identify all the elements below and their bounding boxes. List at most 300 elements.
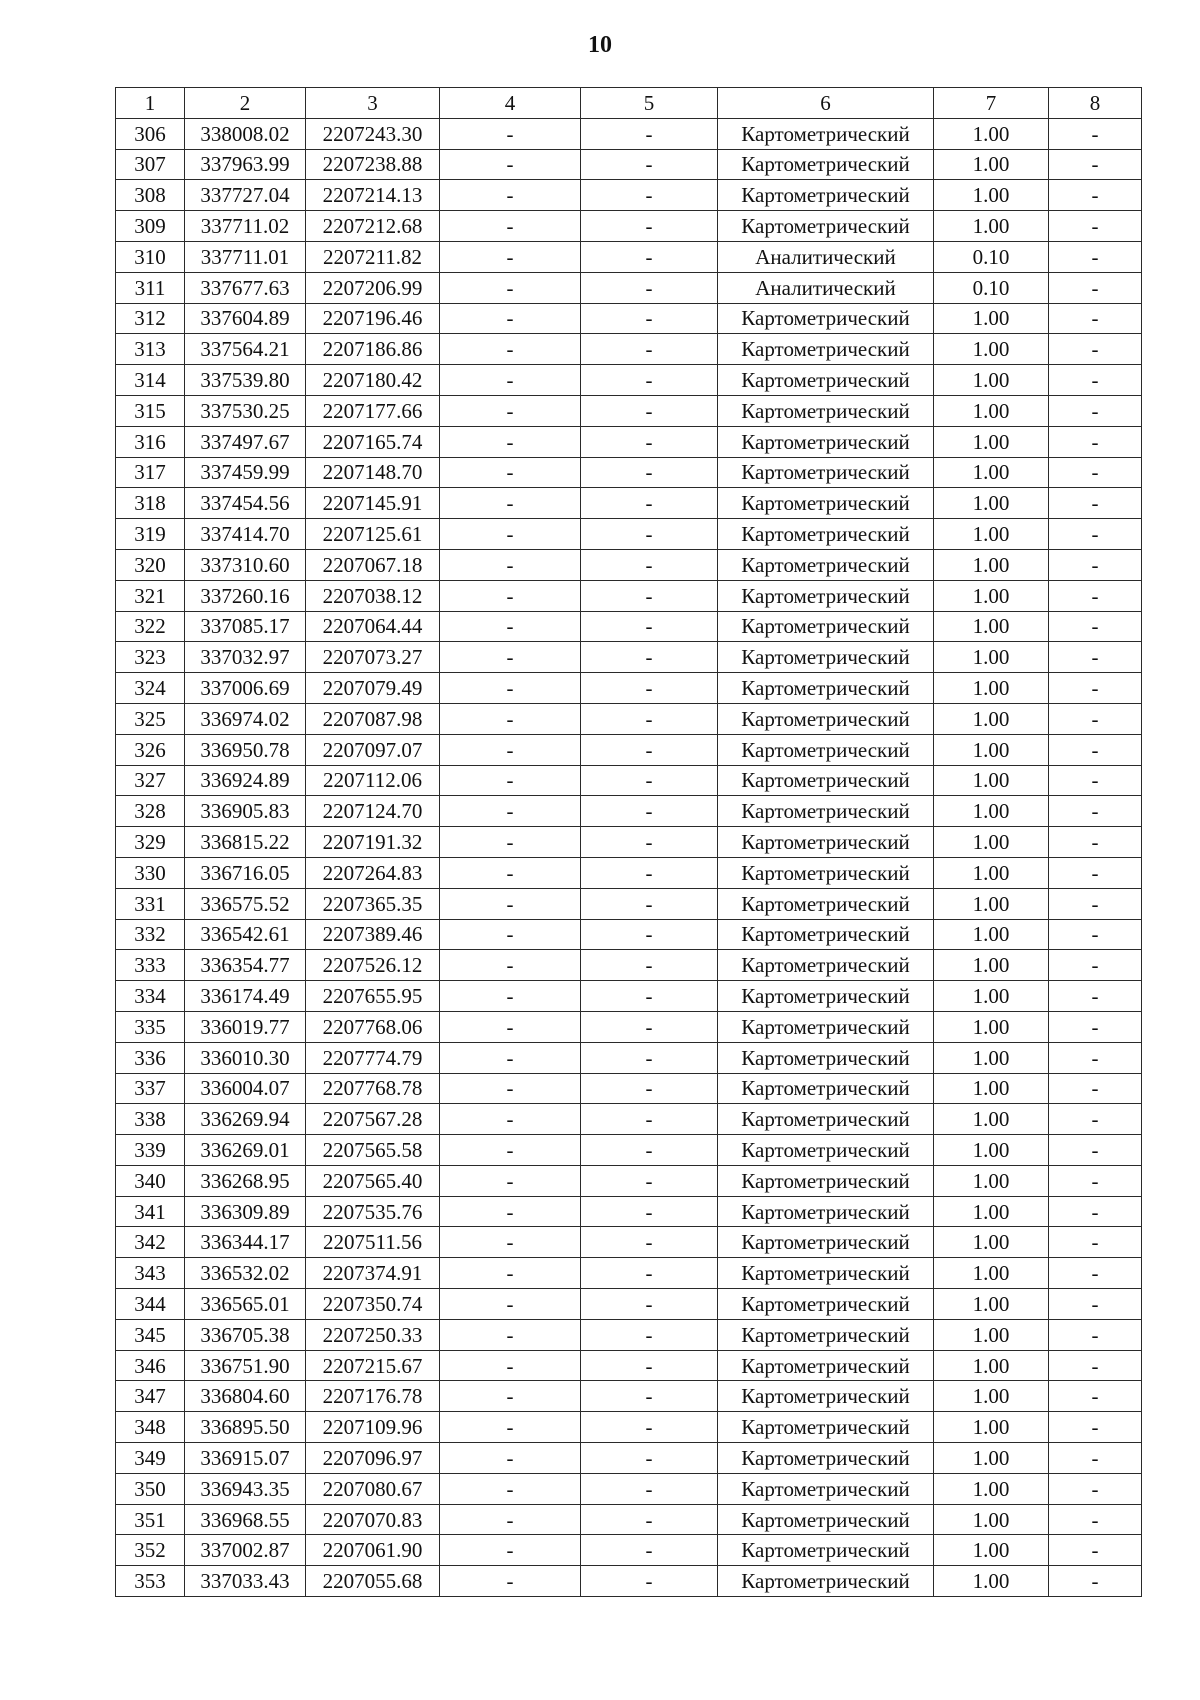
col5-cell: - <box>581 827 718 858</box>
table-row <box>116 457 1142 488</box>
precision-cell: 1.00 <box>934 827 1049 858</box>
col4-cell: - <box>440 365 581 396</box>
table-row <box>116 919 1142 950</box>
point-number-cell: 307 <box>116 149 185 180</box>
x-coordinate-cell: 336815.22 <box>185 827 306 858</box>
col5-cell: - <box>581 457 718 488</box>
point-number-cell: 328 <box>116 796 185 827</box>
method-cell: Картометрический <box>718 1504 934 1535</box>
x-coordinate-cell: 336542.61 <box>185 919 306 950</box>
col8-cell: - <box>1049 673 1142 704</box>
col8-cell: - <box>1049 488 1142 519</box>
precision-cell: 1.00 <box>934 149 1049 180</box>
method-cell: Картометрический <box>718 365 934 396</box>
precision-cell: 1.00 <box>934 1319 1049 1350</box>
y-coordinate-cell: 2207768.78 <box>306 1073 440 1104</box>
col5-cell: - <box>581 1412 718 1443</box>
method-cell: Картометрический <box>718 950 934 981</box>
point-number-cell: 325 <box>116 703 185 734</box>
point-number-cell: 316 <box>116 426 185 457</box>
col8-cell: - <box>1049 611 1142 642</box>
precision-cell: 1.00 <box>934 580 1049 611</box>
x-coordinate-cell: 337604.89 <box>185 303 306 334</box>
y-coordinate-cell: 2207079.49 <box>306 673 440 704</box>
header-cell: 7 <box>934 88 1049 119</box>
method-cell: Аналитический <box>718 241 934 272</box>
col5-cell: - <box>581 1073 718 1104</box>
method-cell: Картометрический <box>718 549 934 580</box>
x-coordinate-cell: 337085.17 <box>185 611 306 642</box>
col8-cell: - <box>1049 180 1142 211</box>
precision-cell: 1.00 <box>934 1104 1049 1135</box>
precision-cell: 1.00 <box>934 549 1049 580</box>
col8-cell: - <box>1049 919 1142 950</box>
point-number-cell: 334 <box>116 981 185 1012</box>
col5-cell: - <box>581 1258 718 1289</box>
col8-cell: - <box>1049 1319 1142 1350</box>
x-coordinate-cell: 337963.99 <box>185 149 306 180</box>
col8-cell: - <box>1049 395 1142 426</box>
col8-cell: - <box>1049 827 1142 858</box>
col8-cell: - <box>1049 765 1142 796</box>
col5-cell: - <box>581 180 718 211</box>
x-coordinate-cell: 338008.02 <box>185 118 306 149</box>
col5-cell: - <box>581 149 718 180</box>
col8-cell: - <box>1049 1566 1142 1597</box>
y-coordinate-cell: 2207211.82 <box>306 241 440 272</box>
y-coordinate-cell: 2207350.74 <box>306 1289 440 1320</box>
table-row <box>116 765 1142 796</box>
point-number-cell: 352 <box>116 1535 185 1566</box>
method-cell: Картометрический <box>718 1011 934 1042</box>
point-number-cell: 351 <box>116 1504 185 1535</box>
col5-cell: - <box>581 888 718 919</box>
col4-cell: - <box>440 1227 581 1258</box>
y-coordinate-cell: 2207097.07 <box>306 734 440 765</box>
col4-cell: - <box>440 334 581 365</box>
col5-cell: - <box>581 303 718 334</box>
col4-cell: - <box>440 519 581 550</box>
x-coordinate-cell: 337530.25 <box>185 395 306 426</box>
y-coordinate-cell: 2207124.70 <box>306 796 440 827</box>
precision-cell: 1.00 <box>934 118 1049 149</box>
precision-cell: 1.00 <box>934 488 1049 519</box>
col5-cell: - <box>581 796 718 827</box>
col8-cell: - <box>1049 1011 1142 1042</box>
method-cell: Картометрический <box>718 1135 934 1166</box>
x-coordinate-cell: 336532.02 <box>185 1258 306 1289</box>
precision-cell: 1.00 <box>934 1196 1049 1227</box>
col8-cell: - <box>1049 981 1142 1012</box>
col4-cell: - <box>440 149 581 180</box>
col5-cell: - <box>581 703 718 734</box>
col8-cell: - <box>1049 1258 1142 1289</box>
x-coordinate-cell: 337260.16 <box>185 580 306 611</box>
col5-cell: - <box>581 272 718 303</box>
x-coordinate-cell: 336943.35 <box>185 1473 306 1504</box>
x-coordinate-cell: 336019.77 <box>185 1011 306 1042</box>
method-cell: Картометрический <box>718 580 934 611</box>
col8-cell: - <box>1049 1165 1142 1196</box>
method-cell: Картометрический <box>718 1381 934 1412</box>
x-coordinate-cell: 336968.55 <box>185 1504 306 1535</box>
header-cell: 1 <box>116 88 185 119</box>
method-cell: Картометрический <box>718 1535 934 1566</box>
col4-cell: - <box>440 888 581 919</box>
x-coordinate-cell: 336565.01 <box>185 1289 306 1320</box>
point-number-cell: 350 <box>116 1473 185 1504</box>
table-row <box>116 1412 1142 1443</box>
y-coordinate-cell: 2207250.33 <box>306 1319 440 1350</box>
col4-cell: - <box>440 1196 581 1227</box>
table-row <box>116 950 1142 981</box>
col4-cell: - <box>440 1535 581 1566</box>
table-body <box>116 118 1142 1596</box>
x-coordinate-cell: 337454.56 <box>185 488 306 519</box>
point-number-cell: 323 <box>116 642 185 673</box>
precision-cell: 1.00 <box>934 180 1049 211</box>
col4-cell: - <box>440 703 581 734</box>
col4-cell: - <box>440 1073 581 1104</box>
y-coordinate-cell: 2207774.79 <box>306 1042 440 1073</box>
precision-cell: 1.00 <box>934 950 1049 981</box>
y-coordinate-cell: 2207061.90 <box>306 1535 440 1566</box>
y-coordinate-cell: 2207087.98 <box>306 703 440 734</box>
y-coordinate-cell: 2207264.83 <box>306 857 440 888</box>
x-coordinate-cell: 337564.21 <box>185 334 306 365</box>
col8-cell: - <box>1049 1227 1142 1258</box>
col5-cell: - <box>581 734 718 765</box>
table-row <box>116 180 1142 211</box>
method-cell: Картометрический <box>718 457 934 488</box>
col4-cell: - <box>440 1566 581 1597</box>
col5-cell: - <box>581 1165 718 1196</box>
col8-cell: - <box>1049 642 1142 673</box>
col4-cell: - <box>440 1042 581 1073</box>
x-coordinate-cell: 336716.05 <box>185 857 306 888</box>
col4-cell: - <box>440 734 581 765</box>
method-cell: Картометрический <box>718 1227 934 1258</box>
header-cell: 3 <box>306 88 440 119</box>
y-coordinate-cell: 2207186.86 <box>306 334 440 365</box>
method-cell: Картометрический <box>718 611 934 642</box>
point-number-cell: 315 <box>116 395 185 426</box>
col4-cell: - <box>440 211 581 242</box>
col5-cell: - <box>581 395 718 426</box>
precision-cell: 1.00 <box>934 734 1049 765</box>
precision-cell: 1.00 <box>934 1073 1049 1104</box>
x-coordinate-cell: 337033.43 <box>185 1566 306 1597</box>
y-coordinate-cell: 2207038.12 <box>306 580 440 611</box>
precision-cell: 1.00 <box>934 919 1049 950</box>
point-number-cell: 324 <box>116 673 185 704</box>
y-coordinate-cell: 2207148.70 <box>306 457 440 488</box>
point-number-cell: 349 <box>116 1443 185 1474</box>
precision-cell: 1.00 <box>934 1042 1049 1073</box>
x-coordinate-cell: 336354.77 <box>185 950 306 981</box>
table-row <box>116 1104 1142 1135</box>
table-row <box>116 1135 1142 1166</box>
table-row <box>116 580 1142 611</box>
table-row <box>116 395 1142 426</box>
col4-cell: - <box>440 1504 581 1535</box>
point-number-cell: 312 <box>116 303 185 334</box>
col8-cell: - <box>1049 303 1142 334</box>
precision-cell: 1.00 <box>934 1504 1049 1535</box>
x-coordinate-cell: 336575.52 <box>185 888 306 919</box>
point-number-cell: 314 <box>116 365 185 396</box>
precision-cell: 1.00 <box>934 426 1049 457</box>
col8-cell: - <box>1049 1412 1142 1443</box>
precision-cell: 1.00 <box>934 1443 1049 1474</box>
table-row <box>116 1289 1142 1320</box>
col5-cell: - <box>581 1535 718 1566</box>
precision-cell: 1.00 <box>934 1566 1049 1597</box>
col5-cell: - <box>581 1473 718 1504</box>
table-row <box>116 642 1142 673</box>
precision-cell: 1.00 <box>934 1135 1049 1166</box>
method-cell: Картометрический <box>718 981 934 1012</box>
col4-cell: - <box>440 1258 581 1289</box>
col5-cell: - <box>581 1381 718 1412</box>
point-number-cell: 319 <box>116 519 185 550</box>
point-number-cell: 329 <box>116 827 185 858</box>
table-row <box>116 734 1142 765</box>
point-number-cell: 306 <box>116 118 185 149</box>
method-cell: Картометрический <box>718 796 934 827</box>
col4-cell: - <box>440 796 581 827</box>
precision-cell: 1.00 <box>934 1165 1049 1196</box>
x-coordinate-cell: 336010.30 <box>185 1042 306 1073</box>
table-row <box>116 272 1142 303</box>
table-row <box>116 673 1142 704</box>
precision-cell: 1.00 <box>934 1350 1049 1381</box>
coordinates-table <box>115 87 1142 1597</box>
y-coordinate-cell: 2207064.44 <box>306 611 440 642</box>
method-cell: Картометрический <box>718 888 934 919</box>
point-number-cell: 333 <box>116 950 185 981</box>
y-coordinate-cell: 2207176.78 <box>306 1381 440 1412</box>
precision-cell: 1.00 <box>934 1011 1049 1042</box>
point-number-cell: 347 <box>116 1381 185 1412</box>
precision-cell: 1.00 <box>934 673 1049 704</box>
table-row <box>116 1381 1142 1412</box>
precision-cell: 1.00 <box>934 1535 1049 1566</box>
point-number-cell: 343 <box>116 1258 185 1289</box>
table-row <box>116 857 1142 888</box>
table-row <box>116 611 1142 642</box>
precision-cell: 1.00 <box>934 395 1049 426</box>
col5-cell: - <box>581 1504 718 1535</box>
method-cell: Картометрический <box>718 642 934 673</box>
point-number-cell: 338 <box>116 1104 185 1135</box>
col4-cell: - <box>440 857 581 888</box>
y-coordinate-cell: 2207055.68 <box>306 1566 440 1597</box>
point-number-cell: 322 <box>116 611 185 642</box>
x-coordinate-cell: 337711.01 <box>185 241 306 272</box>
y-coordinate-cell: 2207096.97 <box>306 1443 440 1474</box>
method-cell: Картометрический <box>718 180 934 211</box>
method-cell: Картометрический <box>718 734 934 765</box>
y-coordinate-cell: 2207080.67 <box>306 1473 440 1504</box>
x-coordinate-cell: 336344.17 <box>185 1227 306 1258</box>
y-coordinate-cell: 2207191.32 <box>306 827 440 858</box>
method-cell: Картометрический <box>718 703 934 734</box>
col4-cell: - <box>440 642 581 673</box>
table-row <box>116 365 1142 396</box>
col4-cell: - <box>440 1289 581 1320</box>
y-coordinate-cell: 2207511.56 <box>306 1227 440 1258</box>
table-row <box>116 1566 1142 1597</box>
y-coordinate-cell: 2207070.83 <box>306 1504 440 1535</box>
method-cell: Картометрический <box>718 1473 934 1504</box>
table-row <box>116 703 1142 734</box>
col8-cell: - <box>1049 734 1142 765</box>
precision-cell: 1.00 <box>934 642 1049 673</box>
col5-cell: - <box>581 1289 718 1320</box>
point-number-cell: 327 <box>116 765 185 796</box>
point-number-cell: 341 <box>116 1196 185 1227</box>
col5-cell: - <box>581 919 718 950</box>
col5-cell: - <box>581 1196 718 1227</box>
col8-cell: - <box>1049 1042 1142 1073</box>
y-coordinate-cell: 2207535.76 <box>306 1196 440 1227</box>
y-coordinate-cell: 2207112.06 <box>306 765 440 796</box>
precision-cell: 1.00 <box>934 303 1049 334</box>
col5-cell: - <box>581 1135 718 1166</box>
col5-cell: - <box>581 118 718 149</box>
col8-cell: - <box>1049 118 1142 149</box>
precision-cell: 1.00 <box>934 765 1049 796</box>
x-coordinate-cell: 337414.70 <box>185 519 306 550</box>
col5-cell: - <box>581 765 718 796</box>
method-cell: Картометрический <box>718 1289 934 1320</box>
col8-cell: - <box>1049 1289 1142 1320</box>
precision-cell: 1.00 <box>934 1473 1049 1504</box>
col5-cell: - <box>581 1227 718 1258</box>
method-cell: Картометрический <box>718 1443 934 1474</box>
table-row <box>116 1258 1142 1289</box>
col5-cell: - <box>581 211 718 242</box>
table-row <box>116 426 1142 457</box>
col8-cell: - <box>1049 149 1142 180</box>
precision-cell: 1.00 <box>934 1412 1049 1443</box>
table-row <box>116 1350 1142 1381</box>
table-row <box>116 519 1142 550</box>
col5-cell: - <box>581 673 718 704</box>
header-cell: 8 <box>1049 88 1142 119</box>
col4-cell: - <box>440 1165 581 1196</box>
method-cell: Картометрический <box>718 1258 934 1289</box>
method-cell: Картометрический <box>718 303 934 334</box>
y-coordinate-cell: 2207206.99 <box>306 272 440 303</box>
table-row <box>116 1504 1142 1535</box>
method-cell: Картометрический <box>718 1104 934 1135</box>
x-coordinate-cell: 336974.02 <box>185 703 306 734</box>
point-number-cell: 326 <box>116 734 185 765</box>
x-coordinate-cell: 336174.49 <box>185 981 306 1012</box>
col4-cell: - <box>440 1350 581 1381</box>
y-coordinate-cell: 2207109.96 <box>306 1412 440 1443</box>
col8-cell: - <box>1049 888 1142 919</box>
col4-cell: - <box>440 457 581 488</box>
col8-cell: - <box>1049 703 1142 734</box>
x-coordinate-cell: 337711.02 <box>185 211 306 242</box>
method-cell: Картометрический <box>718 334 934 365</box>
col5-cell: - <box>581 334 718 365</box>
method-cell: Картометрический <box>718 519 934 550</box>
y-coordinate-cell: 2207365.35 <box>306 888 440 919</box>
col4-cell: - <box>440 272 581 303</box>
precision-cell: 1.00 <box>934 1381 1049 1412</box>
y-coordinate-cell: 2207165.74 <box>306 426 440 457</box>
precision-cell: 1.00 <box>934 981 1049 1012</box>
x-coordinate-cell: 337677.63 <box>185 272 306 303</box>
col8-cell: - <box>1049 334 1142 365</box>
table-row <box>116 796 1142 827</box>
col4-cell: - <box>440 1135 581 1166</box>
col5-cell: - <box>581 642 718 673</box>
table-row <box>116 827 1142 858</box>
table-row <box>116 211 1142 242</box>
col5-cell: - <box>581 580 718 611</box>
col4-cell: - <box>440 611 581 642</box>
method-cell: Картометрический <box>718 118 934 149</box>
table-row <box>116 241 1142 272</box>
precision-cell: 1.00 <box>934 703 1049 734</box>
x-coordinate-cell: 336915.07 <box>185 1443 306 1474</box>
table-row <box>116 981 1142 1012</box>
col4-cell: - <box>440 1104 581 1135</box>
col8-cell: - <box>1049 1196 1142 1227</box>
table-row <box>116 888 1142 919</box>
y-coordinate-cell: 2207565.58 <box>306 1135 440 1166</box>
table-header-row <box>116 88 1142 119</box>
point-number-cell: 339 <box>116 1135 185 1166</box>
col8-cell: - <box>1049 365 1142 396</box>
col8-cell: - <box>1049 1504 1142 1535</box>
col4-cell: - <box>440 1443 581 1474</box>
x-coordinate-cell: 337459.99 <box>185 457 306 488</box>
method-cell: Картометрический <box>718 857 934 888</box>
y-coordinate-cell: 2207238.88 <box>306 149 440 180</box>
col5-cell: - <box>581 1319 718 1350</box>
col5-cell: - <box>581 981 718 1012</box>
col8-cell: - <box>1049 211 1142 242</box>
col8-cell: - <box>1049 796 1142 827</box>
col5-cell: - <box>581 426 718 457</box>
method-cell: Картометрический <box>718 1412 934 1443</box>
point-number-cell: 308 <box>116 180 185 211</box>
precision-cell: 1.00 <box>934 1227 1049 1258</box>
x-coordinate-cell: 337727.04 <box>185 180 306 211</box>
table-row <box>116 1165 1142 1196</box>
col5-cell: - <box>581 519 718 550</box>
col8-cell: - <box>1049 1473 1142 1504</box>
x-coordinate-cell: 336924.89 <box>185 765 306 796</box>
col5-cell: - <box>581 1104 718 1135</box>
table-row <box>116 149 1142 180</box>
table-row <box>116 549 1142 580</box>
precision-cell: 1.00 <box>934 519 1049 550</box>
precision-cell: 0.10 <box>934 241 1049 272</box>
table-row <box>116 1073 1142 1104</box>
y-coordinate-cell: 2207177.66 <box>306 395 440 426</box>
point-number-cell: 331 <box>116 888 185 919</box>
col5-cell: - <box>581 950 718 981</box>
table-row <box>116 1196 1142 1227</box>
y-coordinate-cell: 2207212.68 <box>306 211 440 242</box>
